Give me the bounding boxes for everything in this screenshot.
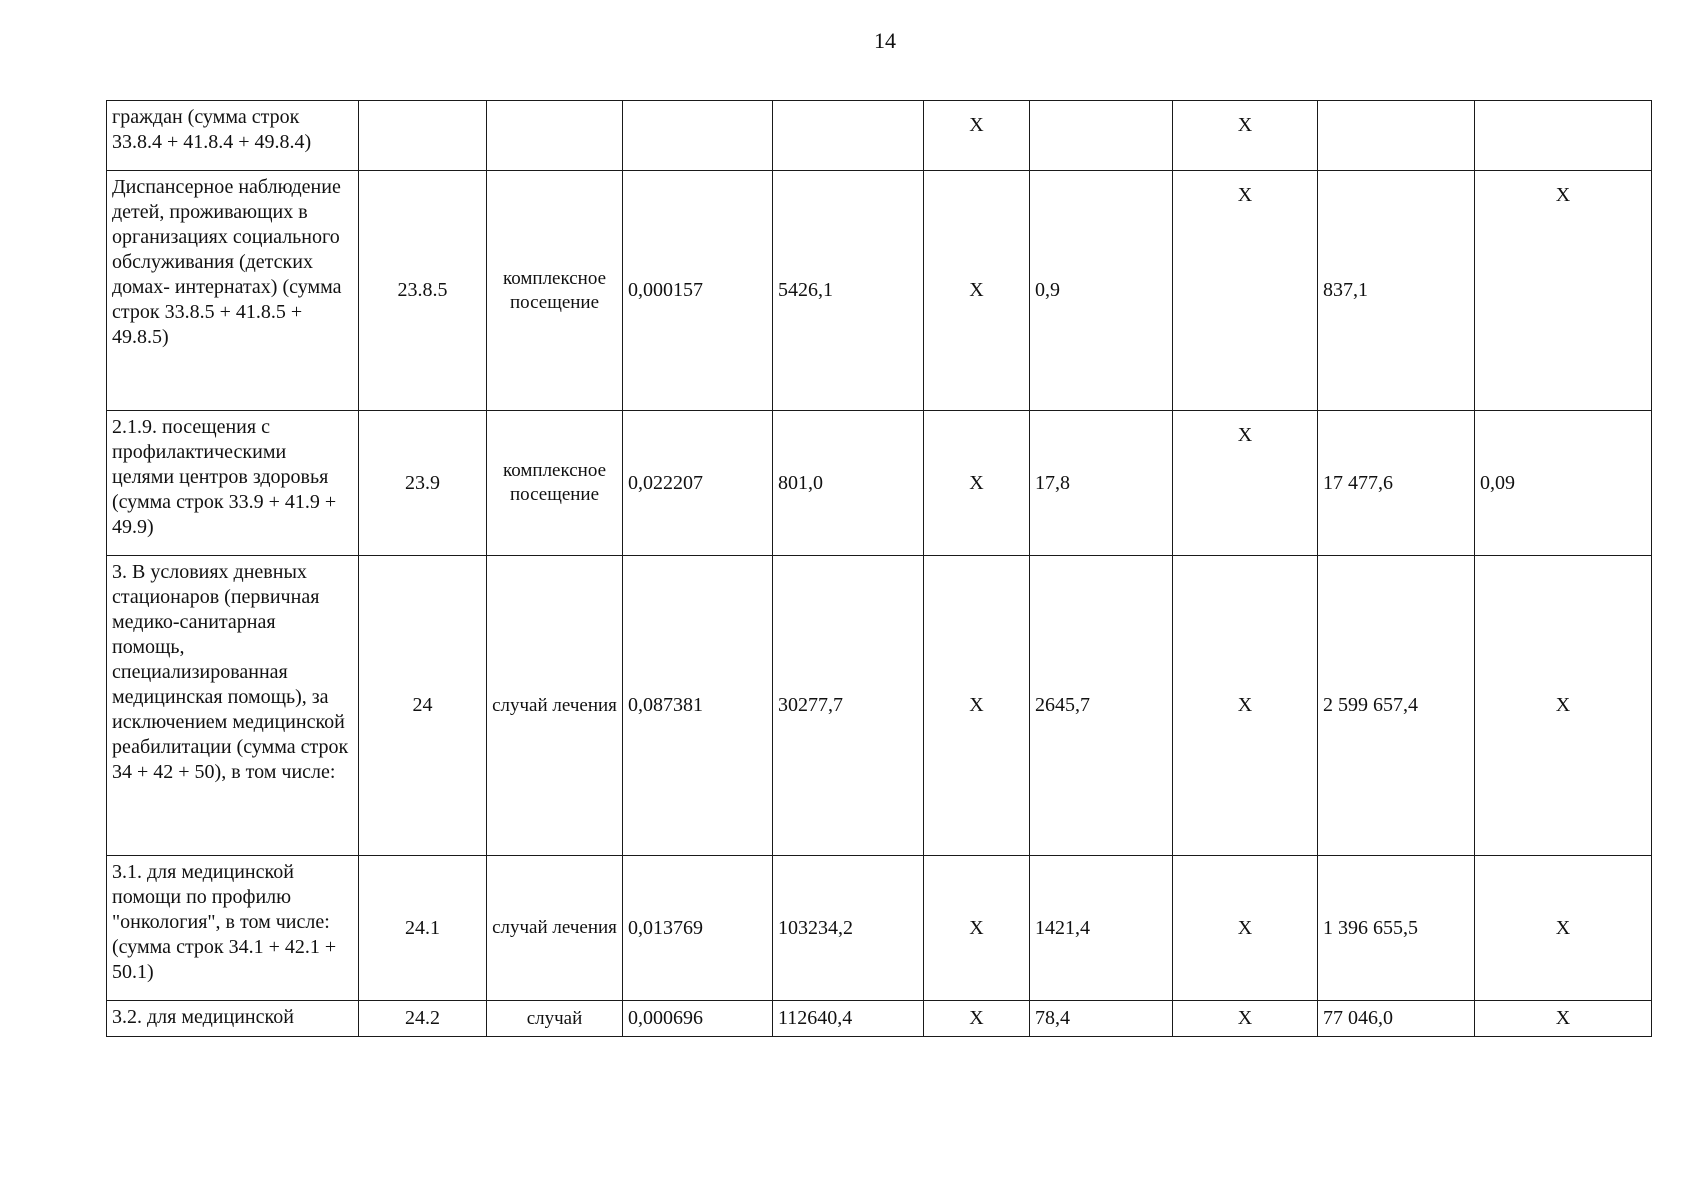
row-col7 bbox=[1030, 101, 1173, 171]
row-col10: 0,09 bbox=[1475, 411, 1652, 556]
row-unit: комплексное посещение bbox=[487, 171, 623, 411]
row-norm: 0,022207 bbox=[623, 411, 773, 556]
row-code: 24 bbox=[359, 556, 487, 856]
row-name: граждан (сумма строк 33.8.4 + 41.8.4 + 49.8.4) bbox=[107, 101, 359, 171]
row-col8: X bbox=[1173, 1001, 1318, 1037]
row-cost: 5426,1 bbox=[773, 171, 924, 411]
row-col7: 78,4 bbox=[1030, 1001, 1173, 1037]
row-col10: X bbox=[1475, 556, 1652, 856]
row-code bbox=[359, 101, 487, 171]
row-cost: 112640,4 bbox=[773, 1001, 924, 1037]
table-row bbox=[107, 556, 1652, 856]
row-code: 23.8.5 bbox=[359, 171, 487, 411]
table-row bbox=[107, 101, 1652, 171]
row-name: Диспансерное наблюдение детей, проживающих в организациях социального обслуживания (детских домах- интернатах) (сумма строк 33.8.5 + 41.8.5 + 49.8.5) bbox=[107, 171, 359, 411]
row-col10: X bbox=[1475, 171, 1652, 411]
row-col8: X bbox=[1173, 171, 1318, 411]
row-norm: 0,000157 bbox=[623, 171, 773, 411]
row-col6: X bbox=[924, 1001, 1030, 1037]
table-row bbox=[107, 856, 1652, 1001]
row-norm: 0,087381 bbox=[623, 556, 773, 856]
row-unit: случай лечения bbox=[487, 856, 623, 1001]
row-col9: 77 046,0 bbox=[1318, 1001, 1475, 1037]
row-cost bbox=[773, 101, 924, 171]
row-col10 bbox=[1475, 101, 1652, 171]
row-col9: 837,1 bbox=[1318, 171, 1475, 411]
row-unit: комплексное посещение bbox=[487, 411, 623, 556]
row-col6: X bbox=[924, 856, 1030, 1001]
row-col9: 2 599 657,4 bbox=[1318, 556, 1475, 856]
row-unit bbox=[487, 101, 623, 171]
row-col8: X bbox=[1173, 556, 1318, 856]
row-col6: X bbox=[924, 556, 1030, 856]
table-row bbox=[107, 1001, 1652, 1037]
row-norm: 0,000696 bbox=[623, 1001, 773, 1037]
row-col6: X bbox=[924, 171, 1030, 411]
table-row bbox=[107, 171, 1652, 411]
row-col10: X bbox=[1475, 1001, 1652, 1037]
row-cost: 103234,2 bbox=[773, 856, 924, 1001]
row-col9: 17 477,6 bbox=[1318, 411, 1475, 556]
financing-table bbox=[106, 100, 1652, 1037]
row-col6: X bbox=[924, 411, 1030, 556]
row-name: 3.1. для медицинской помощи по профилю "онкология", в том числе: (сумма строк 34.1 + 42.1 + 50.1) bbox=[107, 856, 359, 1001]
row-col6: X bbox=[924, 101, 1030, 171]
table-row bbox=[107, 411, 1652, 556]
row-code: 24.2 bbox=[359, 1001, 487, 1037]
row-col8: X bbox=[1173, 411, 1318, 556]
page-number: 14 bbox=[874, 28, 896, 53]
row-col8: X bbox=[1173, 101, 1318, 171]
row-norm: 0,013769 bbox=[623, 856, 773, 1001]
row-col8: X bbox=[1173, 856, 1318, 1001]
row-col9 bbox=[1318, 101, 1475, 171]
row-col7: 1421,4 bbox=[1030, 856, 1173, 1001]
row-cost: 30277,7 bbox=[773, 556, 924, 856]
row-unit: случай лечения bbox=[487, 556, 623, 856]
row-code: 23.9 bbox=[359, 411, 487, 556]
row-name: 3. В условиях дневных стационаров (первичная медико-санитарная помощь, специализированная медицинская помощь), за исключением медицинской реабилитации (сумма строк 34 + 42 + 50), в том числе: bbox=[107, 556, 359, 856]
row-cost: 801,0 bbox=[773, 411, 924, 556]
row-col7: 2645,7 bbox=[1030, 556, 1173, 856]
row-col7: 0,9 bbox=[1030, 171, 1173, 411]
row-col10: X bbox=[1475, 856, 1652, 1001]
row-col9: 1 396 655,5 bbox=[1318, 856, 1475, 1001]
row-name: 2.1.9. посещения с профилактическими целями центров здоровья (сумма строк 33.9 + 41.9 + 49.9) bbox=[107, 411, 359, 556]
row-col7: 17,8 bbox=[1030, 411, 1173, 556]
row-norm bbox=[623, 101, 773, 171]
row-name: 3.2. для медицинской bbox=[107, 1001, 359, 1037]
row-unit: случай bbox=[487, 1001, 623, 1037]
row-code: 24.1 bbox=[359, 856, 487, 1001]
